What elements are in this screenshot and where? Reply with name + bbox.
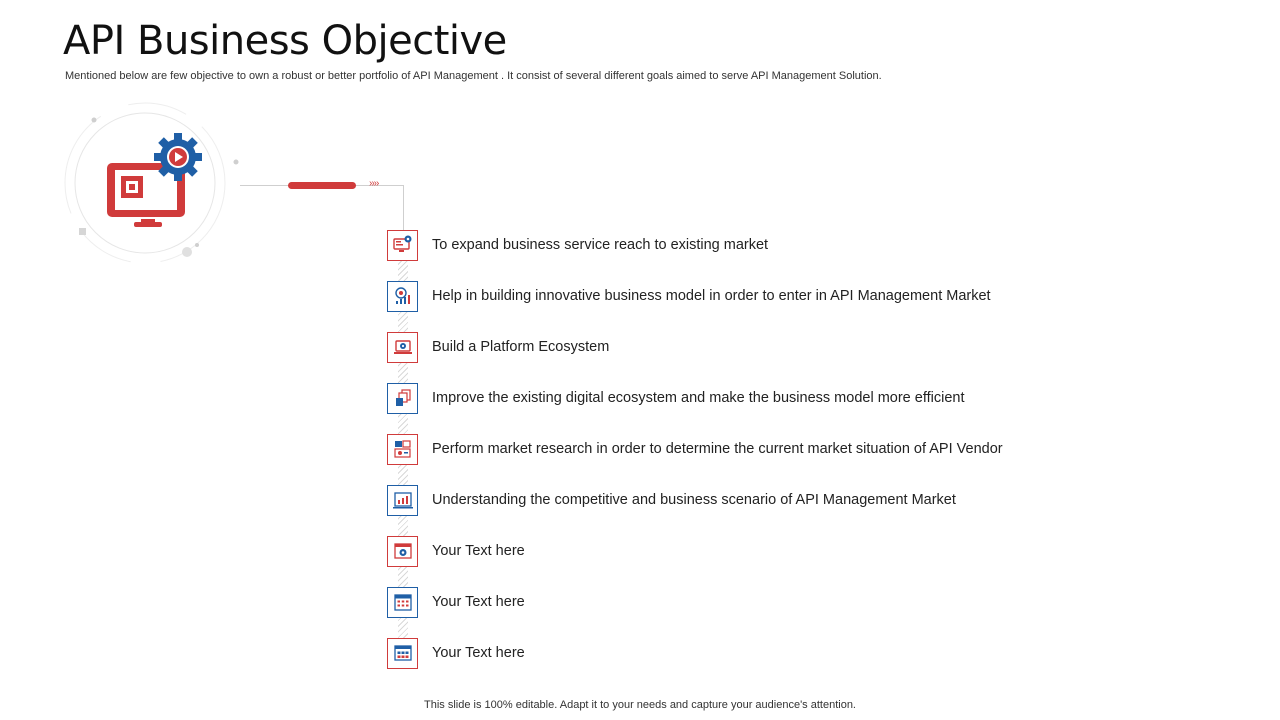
list-item: [387, 330, 609, 364]
monitor-chip-gear-play-icon: [60, 95, 250, 275]
hero-illustration: [60, 95, 250, 275]
connector-vertical-line: [403, 185, 404, 230]
list-item-text: Understanding the competitive and business scenario of API Management Market: [432, 492, 956, 508]
list-item-text: To expand business service reach to existing market: [432, 237, 769, 253]
calendar-icon: [387, 587, 418, 618]
list-item-text: Your Text here: [432, 543, 525, 559]
bar-chart-icon: [387, 485, 418, 516]
list-item-text: Perform market research in order to determine the current market situation of API Vendor: [432, 441, 1003, 457]
target-chart-icon: [387, 281, 418, 312]
laptop-gear-icon: [387, 332, 418, 363]
list-item-text: Help in building innovative business model in order to enter in API Management Market: [432, 288, 991, 304]
connector-bar: [288, 182, 356, 189]
footer-note: This slide is 100% editable. Adapt it to your needs and capture your audience's attention.: [424, 699, 856, 711]
page-subtitle: Mentioned below are few objective to own a robust or better portfolio of API Management . It consist of several different goals aimed to serve API Management Solution.: [65, 70, 882, 82]
chevrons-icon: ››››: [369, 178, 379, 189]
list-item: [387, 636, 525, 670]
list-item-text: Your Text here: [432, 594, 525, 610]
list-item: [387, 381, 964, 415]
list-item: [387, 585, 525, 619]
list-item: [387, 279, 991, 313]
list-item-text: Improve the existing digital ecosystem and make the business model more efficient: [432, 390, 965, 406]
list-item-text: Build a Platform Ecosystem: [432, 339, 610, 355]
documents-icon: [387, 383, 418, 414]
monitor-gear-icon: [387, 230, 418, 261]
list-item-text: Your Text here: [432, 645, 525, 661]
research-icon: [387, 434, 418, 465]
list-item: [387, 483, 956, 517]
grid-window-icon: [387, 638, 418, 669]
gear-box-icon: [387, 536, 418, 567]
list-item: [387, 432, 1003, 466]
page-title: API Business Objective: [63, 18, 507, 64]
list-item: [387, 534, 525, 568]
list-item: [387, 228, 768, 262]
